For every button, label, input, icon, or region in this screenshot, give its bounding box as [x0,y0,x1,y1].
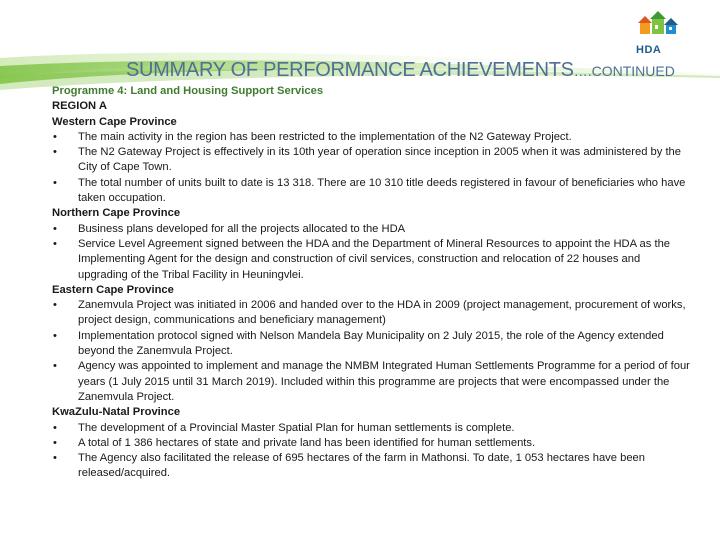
list-item [52,329,692,360]
section-western-cape [52,115,692,207]
bullet-text: Implementation protocol signed with Nelson Mandela Bay Municipality on 2 July 2015, the role of the Agency extended beyond the Zanemvula Project. [78,329,664,358]
page-title [126,59,675,82]
list-item [52,237,692,283]
list-item [52,222,692,237]
section-northern-cape [52,206,692,282]
section-heading: Eastern Cape Province [52,283,174,296]
bullet-dot: • [53,436,57,449]
bullet-text: A total of 1 386 hectares of state and private land has been identified for human settlements. [78,436,536,449]
list-item [52,436,692,451]
list-item [52,421,692,436]
section-eastern-cape [52,283,692,405]
bullet-text: Zanemvula Project was initiated in 2006 and handed over to the HDA in 2009 (project management, procurement of works, project design, communications and beneficiary management) [78,299,686,327]
list-item [52,451,692,482]
list-item [52,359,692,405]
programme-subtitle: Programme 4: Land and Housing Support Services [52,85,324,97]
bullet-dot: • [53,176,57,189]
section-heading: KwaZulu-Natal Province [52,406,181,419]
list-item [52,298,692,329]
bullet-text: The total number of units built to date is 13 318. There are 10 310 title deeds registered in favour of beneficiaries who have taken occupation. [78,176,686,205]
logo-wordmark: HDA [636,44,662,56]
bullet-text: Service Level Agreement signed between the HDA and the Department of Mineral Resources to appoint the HDA as the Implementing Agent for the design and construction of civil services, construction and relocation of 22 houses and upgrading of the Tribal Facility in Heuningvlei. [78,237,671,281]
bullet-dot: • [53,130,57,143]
title-suffix: ….CONTINUED [573,63,675,79]
bullet-dot: • [53,146,57,159]
bullet-text: The main activity in the region has been restricted to the implementation of the N2 Gateway Project. [78,130,572,143]
list-item [52,176,692,207]
bullet-dot: • [53,452,57,465]
bullet-dot: • [53,299,57,312]
bullet-text: Agency was appointed to implement and manage the NMBM Integrated Human Settlements Programme for a period of four years (1 July 2015 until 31 March 2019). Included within this programme are projects that were encompassed under the Zanemvula Project. [78,360,690,403]
region-heading: REGION A [52,100,107,113]
bullet-text: The N2 Gateway Project is effectively in its 10th year of operation since inception in 2005 when it was administered by the City of Cape Town. [78,146,681,174]
bullet-dot: • [53,222,57,235]
bullet-dot: • [53,329,57,342]
report-body [52,84,692,482]
list-item [52,130,692,145]
bullet-dot: • [53,421,57,434]
list-item [52,145,692,176]
section-heading: Western Cape Province [52,115,177,128]
bullet-dot: • [53,237,57,250]
bullet-text: The development of a Provincial Master Spatial Plan for human settlements is complete. [78,421,515,434]
section-heading: Northern Cape Province [52,207,181,220]
section-kwazulu-natal [52,405,692,481]
title-main: SUMMARY OF PERFORMANCE ACHIEVEMENTS [126,59,574,81]
bullet-dot: • [53,360,57,373]
bullet-text: The Agency also facilitated the release of 695 hectares of the farm in Mathonsi. To date, 1 053 hectares have been released/acquired. [78,452,645,480]
bullet-text: Business plans developed for all the projects allocated to the HDA [78,222,406,235]
